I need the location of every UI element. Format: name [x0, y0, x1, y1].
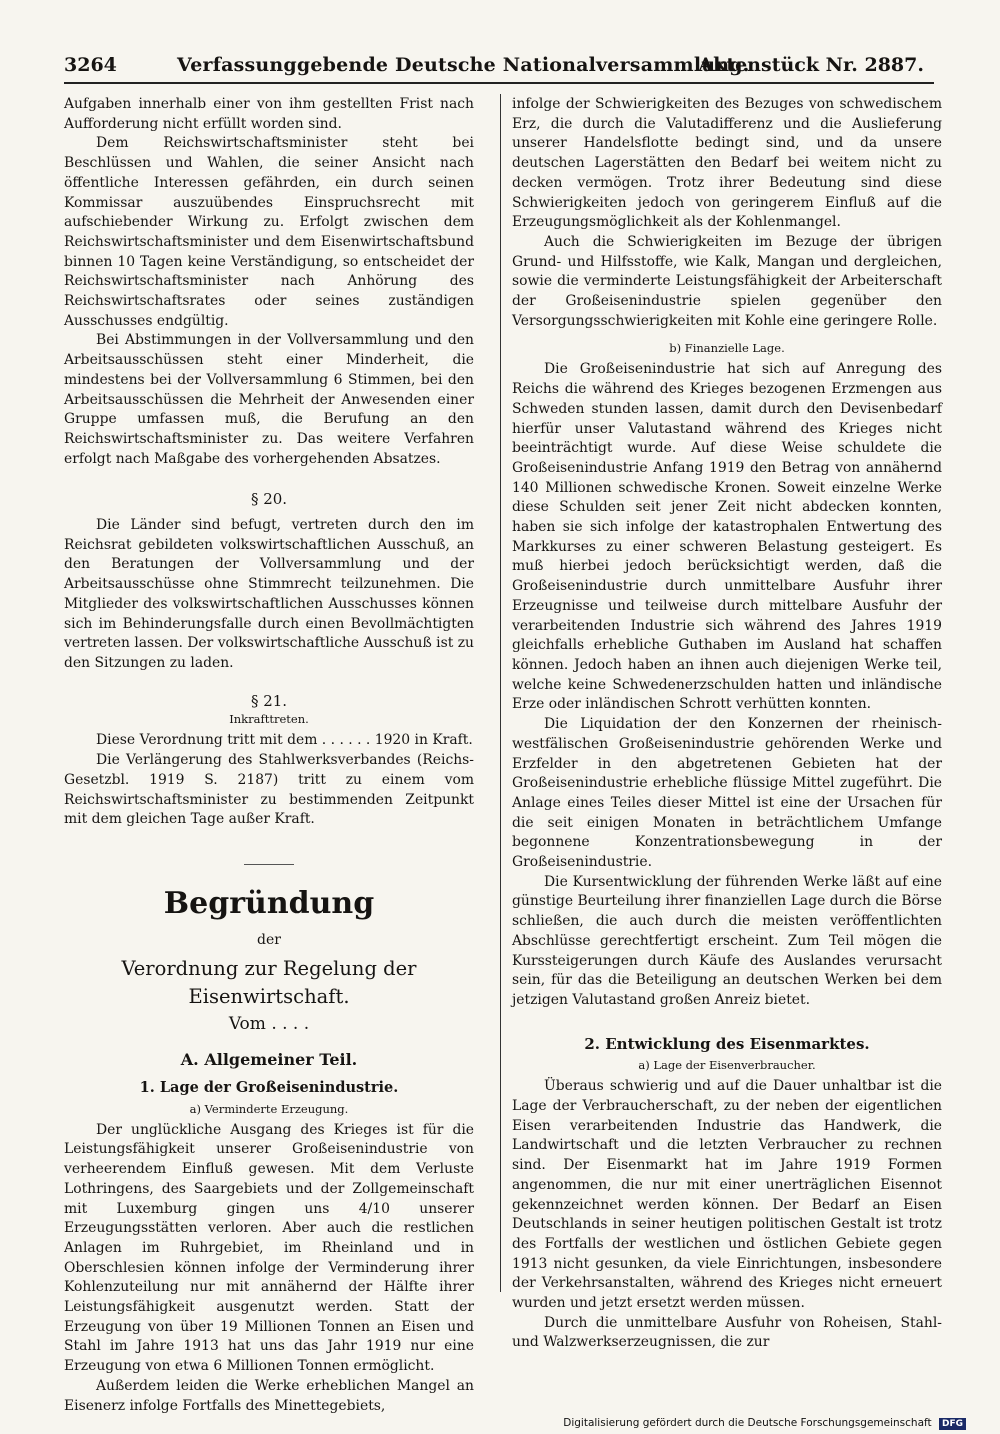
date-line: Vom . . . .	[228, 1013, 310, 1034]
page-number: 3264	[64, 54, 117, 76]
digitization-footer	[563, 1417, 966, 1430]
paragraph: Die Großeisenindustrie hat sich auf Anregung des Reichs die während des Krieges bezogenen Erzmengen aus Schweden stunden lassen, damit durch den Devisenbedarf hierfür unser Valutastand während des Krieges nicht beeinträchtigt wurde. Auf diese Weise schuldete die Großeisenindustrie Anfang 1919 den Betrag von annähernd 140 Millionen schwedische Kronen. Soweit einzelne Werke diese Schulden seit jener Zeit nicht abdecken konnten, haben sie sich infolge der katastrophalen Entwertung des Markkurses zu einer schweren Belastung gesteigert. Es muß hierbei jedoch berücksichtigt werden, daß die Großeisenindustrie durch unmittelbare Ausfuhr ihrer Erzeugnisse und teilweise durch mittelbare Ausfuhr der verarbeitenden Industrie sich während des Jahres 1919 gleichfalls erhebliche Guthaben im Ausland hat schaffen können. Jedoch haben an ihnen auch diejenigen Werke teil, welche keine Schwedenerzschulden hatten und inländische Erze oder inländischen Schrott verhütten konnten.	[512, 361, 942, 713]
paragraph: Die Liquidation der den Konzernen der rheinisch-westfälischen Großeisenindustrie gehörenden Werke und Erzfelder in den abgetretenen Gebieten hat der Großeisenindustrie erhebliche flüssige Mittel zugeführt. Die Anlage eines Teiles dieser Mittel ist eine der Ursachen für die seit einigen Monaten in beträchtlichem Umfange begonnene Konzentrationsbewegung in der Großeisenindustrie.	[512, 716, 942, 871]
running-title: Verfassunggebende Deutsche Nationalversammlung.	[177, 54, 750, 76]
paragraph: Der unglückliche Ausgang des Krieges ist für die Leistungsfähigkeit unserer Großeisenindustrie von verheerendem Einfluß gewesen. Mit dem Verluste Lothringens, des Saargebiets und der Zollgemeinschaft mit Luxemburg gingen uns 4/10 unserer Erzeugungsstätten verloren. Aber auch die restlichen Anlagen im Ruhrgebiet, im Rheinland und in Oberschlesien können infolge der Verminderung ihrer Kohlenzuteilung nur mit annähernd der Hälfte ihrer Leistungsfähigkeit ausgenutzt werden. Statt der Erzeugung von über 19 Millionen Tonnen an Eisen und Stahl im Jahre 1913 hat uns das Jahr 1919 nur eine Erzeugung von etwa 6 Millionen Tonnen ermöglicht.	[64, 1121, 474, 1375]
separator-rule	[244, 864, 294, 865]
paragraph: Bei Abstimmungen in der Vollversammlung und den Arbeitsausschüssen steht einer Minderheit, die mindestens bei der Vollversammlung 6 Stimmen, bei den Arbeitsausschüssen die Mehrheit der Anwesenden einer Gruppe umfassen muß, die Berufung an den Reichswirtschaftsminister zu. Das weitere Verfahren erfolgt nach Maßgabe des vorhergehenden Absatzes.	[64, 332, 474, 467]
paragraph: infolge der Schwierigkeiten des Bezuges von schwedischem Erz, die durch die Valutadifferenz und die Auslieferung unserer Handelsflotte bedingt sind, und da unsere deutschen Lagerstätten den Bedarf bei weitem nicht zu decken vermögen. Trotz ihrer Bedeutung sind diese Schwierigkeiten jedoch von geringerem Einfluß auf die Erzeugungsmöglichkeit als der Kohlenmangel.	[512, 96, 942, 231]
left-column	[64, 95, 474, 1416]
document-title: Begründung	[163, 885, 375, 921]
paragraph: Die Verlängerung des Stahlwerksverbandes (Reichs-Gesetzbl. 1919 S. 2187) tritt zu einem vom Reichswirtschaftsminister zu bestimmenden Zeitpunkt mit dem gleichen Tage außer Kraft.	[64, 752, 474, 828]
part-heading: A. Allgemeiner Teil.	[180, 1050, 358, 1070]
title-connector: der	[257, 931, 281, 948]
section-caption: Inkrafttreten.	[229, 712, 309, 727]
paragraph: Auch die Schwierigkeiten im Bezuge der übrigen Grund- und Hilfsstoffe, wie Kalk, Mangan und dergleichen, sowie die verminderte Leistungsfähigkeit der Arbeiterschaft der Großeisenindustrie spielen gegenüber den Versorgungsschwierigkeiten mit Kohle eine geringere Rolle.	[512, 233, 942, 329]
paragraph: Aufgaben innerhalb einer von ihm gestellten Frist nach Aufforderung nicht erfüllt worden sind.	[64, 96, 474, 132]
section-heading-21: § 21.	[250, 691, 288, 710]
right-column	[512, 95, 942, 1353]
paragraph: Überaus schwierig und auf die Dauer unhaltbar ist die Lage der Verbraucherschaft, zu der neben der eigentlichen Eisen verarbeitenden Industrie das Handwerk, die Landwirtschaft und die letzten Verbraucher zu rechnen sind. Der Eisenmarkt hat im Jahre 1919 Formen angenommen, die nur mit einer unerträglichen Eisennot gekennzeichnet werden können. Der Bedarf an Eisen Deutschlands in seiner heutigen politischen Gestalt ist trotz des Fortfalls der westlichen und östlichen Gebiete gegen 1913 nicht gesunken, da viele Einrichtungen, insbesondere der Verkehrsanstalten, während des Krieges nicht erneuert wurden und jetzt ersetzt werden müssen.	[512, 1078, 942, 1312]
subsection-heading: a) Lage der Eisenverbraucher.	[638, 1058, 816, 1073]
paragraph: Diese Verordnung tritt mit dem . . . . . . 1920 in Kraft.	[96, 732, 473, 749]
section-heading-20: § 20.	[250, 490, 288, 509]
paragraph: Außerdem leiden die Werke erheblichen Mangel an Eisenerz infolge Fortfalls des Minettegebiets,	[64, 1377, 474, 1414]
regulation-title: Verordnung zur Regelung der Eisenwirtschaft.	[121, 956, 417, 1008]
paragraph: Die Kursentwicklung der führenden Werke läßt auf eine günstige Beurteilung ihrer finanziellen Lage durch die Börse schließen, die auch durch die meisten veröffentlichten Abschlüsse gerechtfertigt erscheint. Zum Teil mögen die Kurssteigerungen durch Käufe des Auslandes verursacht sein, für das die Beteiligung an deutschen Werken bei dem jetzigen Valutastand großen Anreiz bietet.	[512, 873, 942, 1008]
column-divider	[500, 94, 501, 1292]
chapter-heading: 1. Lage der Großeisenindustrie.	[139, 1079, 399, 1097]
paragraph: Dem Reichswirtschaftsminister steht bei Beschlüssen und Wahlen, die seiner Ansicht nach öffentliche Interessen gefährden, ein durch seinen Kommissar auszuübendes Einspruchsrecht mit aufschiebender Wirkung zu. Erfolgt zwischen dem Reichswirtschaftsminister und dem Eisenwirtschaftsbund binnen 10 Tagen keine Verständigung, so entscheidet der Reichswirtschaftsminister nach Anhörung des Reichswirtschaftsrates oder seines zuständigen Ausschusses endgültig.	[64, 135, 474, 329]
footer-text: Digitalisierung gefördert durch die Deutsche Forschungsgemeinschaft	[563, 1417, 932, 1429]
page-header	[64, 52, 934, 84]
dfg-logo: DFG	[939, 1418, 966, 1430]
subsection-heading: a) Verminderte Erzeugung.	[189, 1101, 349, 1116]
chapter-heading: 2. Entwicklung des Eisenmarktes.	[584, 1034, 870, 1053]
document-number: Aktenstück Nr. 2887.	[698, 54, 924, 76]
subsection-heading: b) Finanzielle Lage.	[669, 341, 785, 356]
paragraph: Die Länder sind befugt, vertreten durch den im Reichsrat gebildeten volkswirtschaftlichen Ausschuß, an den Beratungen der Vollversammlung und der Arbeitsausschüsse ohne Stimmrecht teilzunehmen. Die Mitglieder des volkswirtschaftlichen Ausschusses können sich im Behinderungsfalle durch einen Bevollmächtigten vertreten lassen. Der volkswirtschaftliche Ausschuß ist zu den Sitzungen zu laden.	[64, 517, 474, 671]
paragraph: Durch die unmittelbare Ausfuhr von Roheisen, Stahl- und Walzwerkserzeugnissen, die zur	[512, 1314, 942, 1351]
